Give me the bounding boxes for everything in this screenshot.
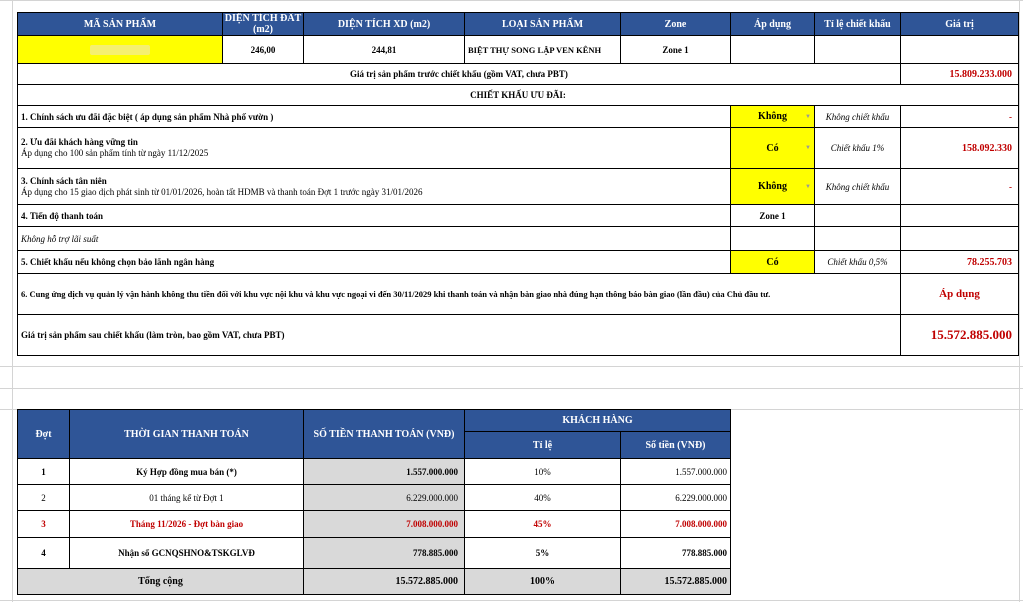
policy-5-apply-value: Có [766,256,779,268]
no-interest-value [900,226,1019,251]
apply-empty-cell[interactable] [730,35,815,64]
payment-row-3-customer-amount: 7.008.000.000 [620,510,731,538]
pre-discount-value: 15.809.233.000 [900,63,1019,85]
header-apply: Áp dụng [730,12,815,36]
policy-3-value: - [900,168,1019,205]
payment-row-1-phase: 1 [17,458,70,485]
rate-empty-cell [814,35,901,64]
payment-row-3-ratio: 45% [464,510,621,538]
policy-2-cell [17,127,731,169]
payment-row-2-phase: 2 [17,484,70,511]
policy-1-rate: Không chiết khấu [814,105,901,128]
header-customer-amount: Số tiền (VNĐ) [620,431,731,459]
payment-row-3-time: Tháng 11/2026 - Đợt bàn giao [69,510,304,538]
policy-5-apply-dropdown[interactable] [730,250,815,274]
payment-row-4-customer-amount: 778.885.000 [620,537,731,569]
pre-discount-label: Giá trị sản phẩm trước chiết khấu (gồm VAT, chưa PBT) [17,63,901,85]
final-value: 15.572.885.000 [900,314,1019,356]
payment-row-2-ratio: 40% [464,484,621,511]
policy-5-value: 78.255.703 [900,250,1019,274]
header-payment-amount: SỐ TIỀN THANH TOÁN (VNĐ) [303,409,465,459]
policy-3-title: 3. Chính sách tân niên [21,175,107,186]
chevron-down-icon[interactable]: ▼ [805,113,811,120]
header-zone: Zone [620,12,731,36]
zone-value: Zone 1 [620,35,731,64]
policy-3-cell [17,168,731,205]
product-code-cell[interactable] [17,35,223,64]
header-ratio: Tỉ lệ [464,431,621,459]
payment-total-label: Tổng cộng [17,568,304,595]
no-interest-rate [814,226,901,251]
policy-2-title: 2. Ưu đãi khách hàng vững tin [21,137,138,147]
chevron-down-icon[interactable]: ▼ [805,183,811,190]
service-row-value: Áp dụng [900,273,1019,315]
payment-row-4-ratio: 5% [464,537,621,569]
header-phase: Đợt [17,409,70,459]
payment-row-4-time: Nhận sổ GCNQSHNO&TSKGLVĐ [69,537,304,569]
chevron-down-icon[interactable]: ▼ [805,145,811,151]
policy-2-sub: Áp dụng cho 100 sản phẩm tính từ ngày 11/12/2025 [21,148,209,158]
payment-row-4-phase: 4 [17,537,70,569]
payment-row-2-amount: 6.229.000.000 [303,484,465,511]
policy-1-apply-value: Không [758,111,787,122]
policy-4-title: 4. Tiến độ thanh toán [17,204,731,227]
policy-1-apply-dropdown[interactable] [730,105,815,128]
header-land-area: DIỆN TÍCH ĐẤT (m2) [222,12,304,36]
value-empty-cell [900,35,1019,64]
payment-row-2-time: 01 tháng kể từ Đợt 1 [69,484,304,511]
header-discount-rate: Tỉ lệ chiết khấu [814,12,901,36]
discount-section-title: CHIẾT KHẤU ƯU ĐÃI: [17,84,1019,106]
policy-5-rate: Chiết khấu 0,5% [814,250,901,274]
product-type-value: BIỆT THỰ SONG LẬP VEN KÊNH [464,35,621,64]
policy-2-value: 158.092.330 [900,127,1019,169]
land-area-value: 246,00 [222,35,304,64]
payment-total-ratio: 100% [464,568,621,595]
policy-4-value [900,204,1019,227]
payment-row-4-amount: 778.885.000 [303,537,465,569]
payment-row-1-ratio: 10% [464,458,621,485]
policy-4-rate [814,204,901,227]
policy-2-rate: Chiết khấu 1% [814,127,901,169]
policy-3-apply-dropdown[interactable] [730,168,815,205]
payment-row-1-time: Ký Hợp đồng mua bán (*) [69,458,304,485]
policy-5-title: 5. Chiết khấu nếu không chọn bảo lãnh ngân hàng [17,250,731,274]
no-interest-support: Không hỗ trợ lãi suất [17,226,731,251]
payment-row-2-customer-amount: 6.229.000.000 [620,484,731,511]
policy-2-apply-dropdown[interactable] [730,127,815,169]
build-area-value: 244,81 [303,35,465,64]
header-customer: KHÁCH HÀNG [464,409,731,432]
header-value: Giá trị [900,12,1019,36]
no-interest-apply [730,226,815,251]
header-payment-time: THỜI GIAN THANH TOÁN [69,409,304,459]
service-row-text: 6. Cung ứng dịch vụ quản lý vận hành không thu tiền đối với khu vực nội khu và khu vực ngoại vi đến 30/11/2029 khi thanh toán và nhận bàn giao nhà đúng hạn thông báo bàn giao (lần đầu) của Chủ đầu tư. [17,273,901,315]
policy-1-title: 1. Chính sách ưu đãi đặc biệt ( áp dụng sản phẩm Nhà phố vườn ) [17,105,731,128]
policy-3-rate: Không chiết khấu [814,168,901,205]
payment-row-3-amount: 7.008.000.000 [303,510,465,538]
policy-3-sub: Áp dụng cho 15 giao dịch phát sinh từ 01/01/2026, hoàn tất HDMB và thanh toán Đợt 1 trước ngày 31/01/2026 [21,186,423,197]
payment-row-3-phase: 3 [17,510,70,538]
payment-total-amount: 15.572.885.000 [303,568,465,595]
header-product-code: MÃ SẢN PHẨM [17,12,223,36]
payment-row-1-amount: 1.557.000.000 [303,458,465,485]
header-build-area: DIỆN TÍCH XD (m2) [303,12,465,36]
payment-total-customer-amount: 15.572.885.000 [620,568,731,595]
header-product-type: LOẠI SẢN PHẨM [464,12,621,36]
payment-row-1-customer-amount: 1.557.000.000 [620,458,731,485]
final-value-label: Giá trị sản phẩm sau chiết khấu (làm tròn, bao gồm VAT, chưa PBT) [17,314,901,356]
policy-4-apply[interactable]: Zone 1 [730,204,815,227]
policy-1-value: - [900,105,1019,128]
policy-2-apply-value: Có [766,142,779,154]
product-code-redacted [90,45,150,55]
policy-3-apply-value: Không [758,181,787,192]
